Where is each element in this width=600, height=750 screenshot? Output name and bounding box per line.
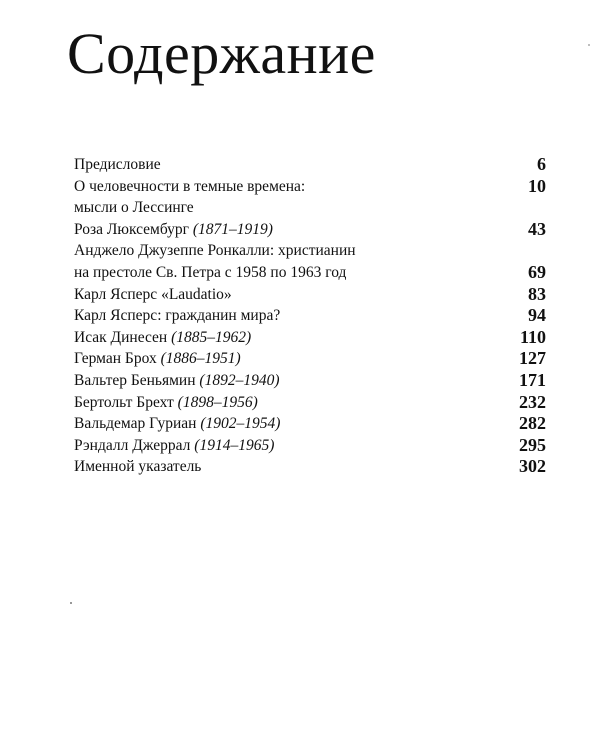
toc-page-number: 69 (528, 261, 546, 282)
toc-entry (74, 370, 546, 392)
toc-entry-text: О человечности в темные времена: (74, 177, 306, 195)
toc-entry (74, 392, 546, 414)
toc-entry-title (74, 305, 280, 327)
toc-entry-line (74, 327, 251, 349)
toc-entry-title (74, 327, 251, 349)
toc-entry-title (74, 348, 241, 370)
toc-entry-text: Предисловие (74, 156, 161, 173)
toc-page-number: 127 (519, 348, 546, 369)
toc-page-number: 295 (519, 434, 546, 455)
page-title: Содержание (67, 21, 376, 86)
toc-entry-text: Исак Динесен (74, 328, 172, 346)
toc-page-number: 171 (519, 369, 546, 390)
toc-entry-dates: (1898–1956) (177, 393, 258, 411)
toc-entry-line (74, 435, 274, 457)
toc-entry-text: Анджело Джузеппе Ронкалли: христианин (74, 242, 356, 260)
toc-entry (74, 327, 546, 349)
toc-page-number: 282 (519, 413, 546, 434)
toc-entry-title (74, 392, 258, 414)
toc-entry (74, 305, 546, 327)
toc-entry-dates: (1886–1951) (160, 350, 241, 368)
toc-entry-line (74, 284, 232, 306)
toc-entry-title (74, 413, 280, 435)
toc-entry-text: Роза Люксембург (74, 220, 193, 238)
toc-entry (74, 219, 546, 241)
toc-entry-line (74, 176, 305, 198)
toc-entry-line (74, 262, 356, 284)
toc-entry-text: Вальдемар Гуриан (74, 415, 201, 433)
toc-entry-line (74, 305, 280, 327)
toc-entry-text: Карл Ясперс «Laudatio» (74, 285, 232, 303)
scan-speck (70, 602, 72, 604)
toc-entry-line (74, 413, 280, 435)
toc-page-number: 302 (519, 456, 546, 477)
toc-entry (74, 240, 546, 283)
toc-entry (74, 456, 546, 478)
toc-entry-line (74, 370, 279, 392)
toc-page-number: 6 (537, 154, 546, 174)
toc-entry (74, 176, 546, 219)
toc-entry (74, 348, 546, 370)
toc-entry-dates: (1885–1962) (171, 328, 252, 346)
toc-entry (74, 154, 546, 176)
toc-entry-line (74, 197, 305, 219)
toc-entry-text: Карл Ясперс: гражданин мира? (74, 307, 281, 325)
toc-entry-line (74, 240, 356, 262)
toc-entry-text: Бертольт Брехт (74, 393, 178, 411)
toc-entry-text: на престоле Св. Петра с 1958 по 1963 год (74, 263, 347, 281)
toc-entry-dates: (1892–1940) (199, 371, 280, 389)
toc-entry-line (74, 456, 201, 478)
toc-entry-title (74, 435, 274, 457)
toc-entry-title (74, 176, 305, 219)
toc-entry-text: Рэндалл Джеррал (74, 436, 195, 454)
toc-entry-title (74, 370, 279, 392)
toc-page-number: 10 (528, 175, 546, 196)
toc-entry-line (74, 348, 241, 370)
toc-entry-line (74, 219, 273, 241)
toc-entry-line (74, 154, 161, 176)
toc-entry-dates: (1871–1919) (192, 220, 273, 238)
toc-page-number: 232 (519, 391, 546, 412)
toc-entry-dates: (1914–1965) (194, 436, 275, 454)
toc-entry (74, 413, 546, 435)
toc-page-number: 83 (528, 283, 546, 304)
toc-entry-dates: (1902–1954) (200, 415, 281, 433)
toc-entry-line (74, 392, 258, 414)
toc-entry-title (74, 219, 273, 241)
toc-entry-title (74, 154, 161, 176)
scan-speck (588, 44, 590, 46)
toc-entry-title (74, 240, 356, 283)
toc-entry-text: Вальтер Беньямин (74, 371, 200, 389)
toc-entry-text: Именной указатель (74, 458, 202, 476)
toc-entry (74, 284, 546, 306)
toc-page-number: 43 (528, 218, 546, 239)
toc-entry-text: Герман Брох (74, 350, 161, 368)
table-of-contents (74, 154, 546, 478)
toc-page-number: 94 (528, 305, 546, 326)
toc-entry (74, 435, 546, 457)
toc-page-number: 110 (519, 326, 546, 347)
toc-entry-text: мысли о Лессинге (74, 199, 194, 217)
toc-entry-title (74, 284, 232, 306)
toc-entry-title (74, 456, 201, 478)
